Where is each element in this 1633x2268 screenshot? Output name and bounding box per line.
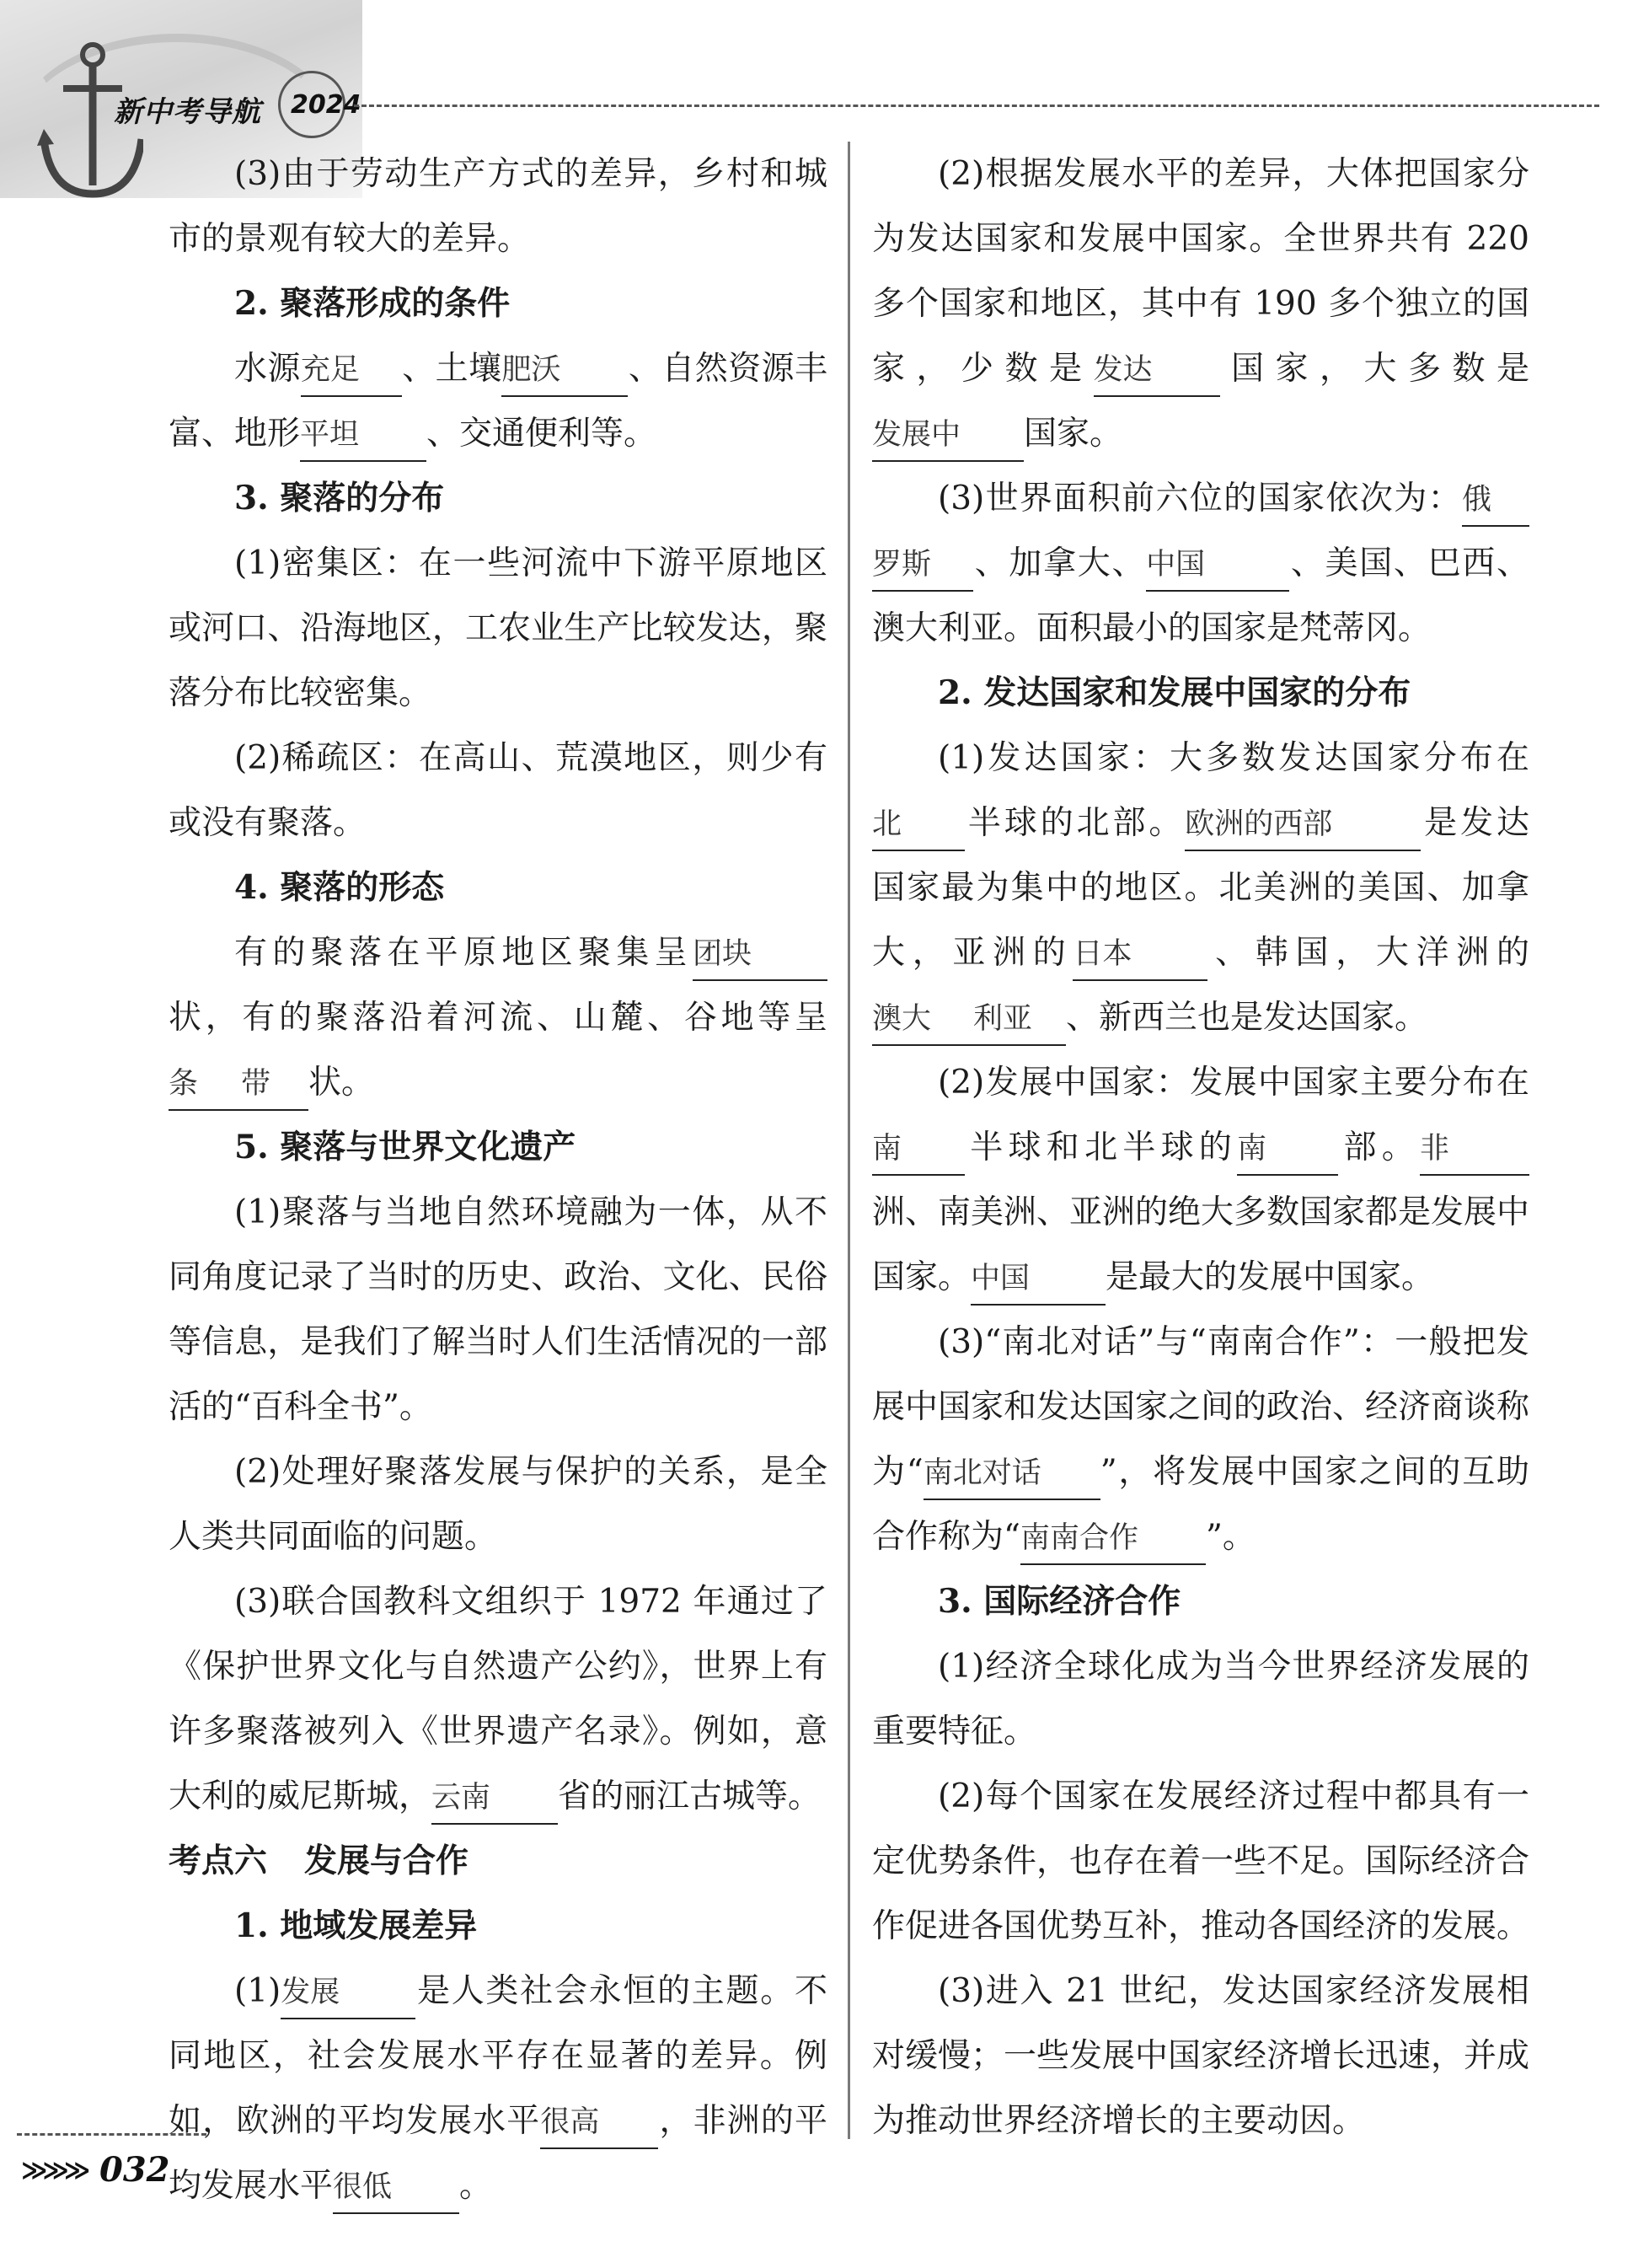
paragraph: (1)发展 是人类社会永恒的主题。不同地区，社会发展水平存在显著的差异。例如，欧洲的平均发展水平很高 ，非洲的平均发展水平很低 。 [169, 1959, 827, 2218]
paragraph: (1)经济全球化成为当今世界经济发展的重要特征。 [872, 1648, 1529, 1751]
paragraph: (3)世界面积前六位的国家依次为：俄罗斯 、加拿大、中国 、美国、巴西、澳大利亚。面积最小的国家是梵蒂冈。 [872, 466, 1529, 661]
fill-blank-answer: 发展 [281, 1967, 415, 2019]
fill-blank-answer: 中国 [971, 1253, 1106, 1306]
fill-blank-answer: 中国 [1146, 539, 1289, 592]
fill-blank-answer: 罗斯 [872, 539, 973, 592]
fill-blank-answer: 北 [872, 799, 965, 851]
fill-blank-answer: 南 [1237, 1123, 1338, 1176]
paragraph: (3)联合国教科文组织于 1972 年通过了《保护世界文化与自然遗产公约》，世界上有许多聚落被列入《世界遗产名录》。例如，意大利的威尼斯城，云南 省的丽江古城等。 [169, 1569, 827, 1829]
fill-blank-answer: 云南 [431, 1772, 558, 1825]
paragraph: (3)“南北对话”与“南南合作”：一般把发展中国家和发达国家之间的政治、经济商谈称为“南北对话 ”，将发展中国家之间的互助合作称为“南南合作 ”。 [872, 1310, 1529, 1569]
fill-blank-answer: 很高 [540, 2097, 658, 2149]
footer-dashed-rule [17, 2133, 206, 2136]
left-column [169, 142, 827, 2218]
fill-blank-answer: 日本 [1073, 929, 1207, 981]
section-heading: 2. 聚落形成的条件 [234, 284, 511, 323]
fill-blank-answer: 带 [241, 1059, 308, 1111]
section-heading: 4. 聚落的形态 [234, 868, 445, 907]
fill-blank-answer: 条 [169, 1059, 241, 1111]
paragraph: (2)根据发展水平的差异，大体把国家分为发达国家和发展中国家。全世界共有 220 多个国家和地区，其中有 190 多个独立的国家，少数是发达 国家，大多数是发展中 国家。 [872, 142, 1529, 466]
fill-blank-answer: 很低 [333, 2162, 459, 2214]
paragraph: (3)进入 21 世纪，发达国家经济发展相对缓慢；一些发展中国家经济增长迅速，并成为推动世界经济增长的主要动因。 [872, 1972, 1530, 2140]
section-heading: 3. 国际经济合作 [938, 1582, 1181, 1621]
exam-point-heading: 考点六 发展与合作 [169, 1842, 469, 1880]
paragraph: (3)由于劳动生产方式的差异，乡村和城市的景观有较大的差异。 [169, 155, 827, 258]
fill-blank-answer: 南 [872, 1123, 965, 1176]
paragraph: (1)密集区：在一些河流中下游平原地区或河口、沿海地区，工农业生产比较发达，聚落分布比较密集。 [169, 544, 827, 712]
paragraph: (2)发展中国家：发展中国家主要分布在南 半球和北半球的南 部。非洲、南美洲、亚洲的绝大多数国家都是发展中国家。中国 是最大的发展中国家。 [872, 1050, 1529, 1310]
right-column [872, 142, 1529, 2153]
paragraph: 有的聚落在平原地区聚集呈团块状，有的聚落沿着河流、山麓、谷地等呈条 带 状。 [169, 920, 827, 1115]
arrow-icon: ≫≫≫ [21, 2156, 86, 2185]
fill-blank-answer: 欧洲的西部 [1185, 799, 1421, 851]
section-heading: 3. 聚落的分布 [234, 479, 445, 517]
page-number: 032 [99, 2150, 170, 2190]
fill-blank-answer: 利亚 [973, 994, 1066, 1046]
fill-blank-answer: 南南合作 [1020, 1513, 1206, 1565]
fill-blank-answer: 肥沃 [501, 345, 628, 397]
paragraph: (2)稀疏区：在高山、荒漠地区，则少有或没有聚落。 [169, 739, 827, 842]
column-divider [848, 142, 850, 2139]
header-dashed-rule [354, 105, 1599, 107]
fill-blank-answer: 澳大 [872, 994, 973, 1046]
paragraph: 水源充足 、土壤肥沃 、自然资源丰富、地形平坦 、交通便利等。 [169, 336, 827, 466]
fill-blank-answer: 南北对话 [924, 1448, 1100, 1500]
section-heading: 2. 发达国家和发展中国家的分布 [938, 673, 1411, 712]
fill-blank-answer: 团块 [693, 929, 827, 981]
fill-blank-answer: 发展中 [872, 410, 1024, 462]
fill-blank-answer: 非 [1420, 1123, 1529, 1176]
header-brand: 新中考导航 [114, 95, 261, 129]
paragraph: (1)发达国家：大多数发达国家分布在北 半球的北部。欧洲的西部 是发达国家最为集中的地区。北美洲的美国、加拿大，亚洲的日本 、韩国，大洋洲的澳大 利亚 、新西兰也是发达国家。 [872, 726, 1529, 1050]
section-heading: 5. 聚落与世界文化遗产 [234, 1128, 576, 1166]
paragraph: (2)每个国家在发展经济过程中都具有一定优势条件，也存在着一些不足。国际经济合作促进各国优势互补，推动各国经济的发展。 [872, 1777, 1530, 1945]
header-year: 2024 [291, 90, 361, 120]
fill-blank-answer: 俄 [1462, 475, 1529, 527]
fill-blank-answer: 充足 [301, 345, 402, 397]
paragraph: (1)聚落与当地自然环境融为一体，从不同角度记录了当时的历史、政治、文化、民俗等信息，是我们了解当时人们生活情况的一部活的“百科全书”。 [169, 1193, 827, 1426]
fill-blank-answer: 发达 [1094, 345, 1220, 397]
paragraph: (2)处理好聚落发展与保护的关系，是全人类共同面临的问题。 [169, 1453, 827, 1556]
section-heading: 1. 地域发展差异 [234, 1906, 478, 1945]
fill-blank-answer: 平坦 [300, 410, 426, 462]
